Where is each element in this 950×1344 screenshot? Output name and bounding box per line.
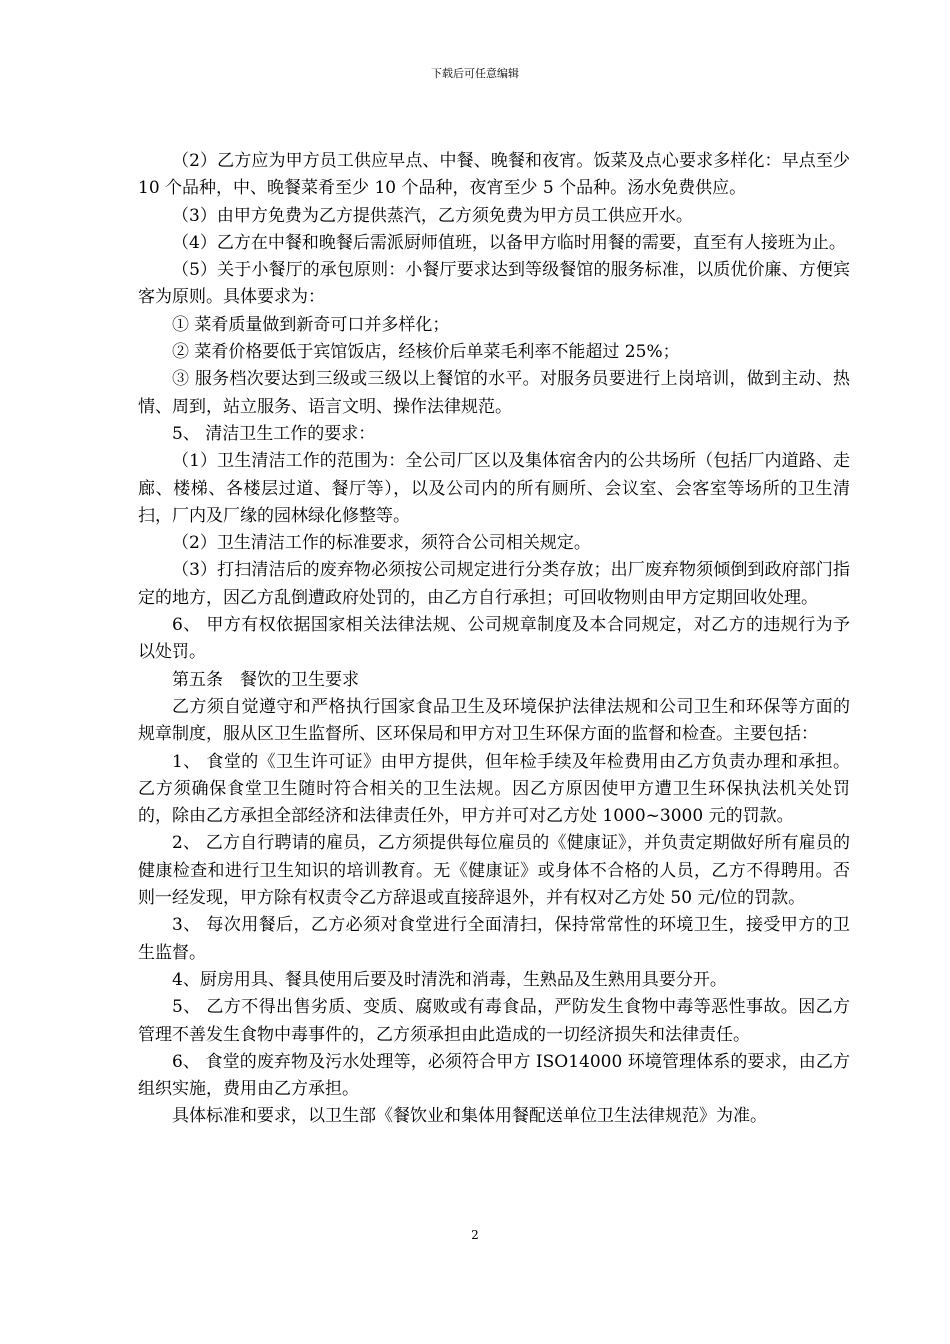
paragraph: 具体标准和要求，以卫生部《餐饮业和集体用餐配送单位卫生法律规范》为准。 — [172, 1106, 767, 1127]
paragraph: （1）卫生清洁工作的范围为：全公司厂区以及集体宿舍内的公共场所（包括厂内道路、走廊、楼梯、各楼层过道、餐厅等），以及公司内的所有厕所、会议室、会客室等场所的卫生清扫，厂内及厂缘的园林绿化修整等。 — [138, 451, 850, 526]
paragraph: 2、 乙方自行聘请的雇员，乙方须提供每位雇员的《健康证》，并负责定期做好所有雇员的健康检查和进行卫生知识的培训教育。无《健康证》或身体不合格的人员，乙方不得聘用。否则一经发现，甲方除有权责令乙方辞退或直接辞退外，并有权对乙方处 50 元/位的罚款。 — [138, 833, 850, 909]
paragraph: 6、 甲方有权依据国家相关法律法规、公司规章制度及本合同规定，对乙方的违规行为予以处罚。 — [138, 615, 850, 663]
paragraph: 5、 乙方不得出售劣质、变质、腐败或有毒食品，严防发生食物中毒等恶性事故。因乙方管理不善发生食物中毒事件的，乙方须承担由此造成的一切经济损失和法律责任。 — [138, 997, 850, 1045]
paragraph: 3、 每次用餐后，乙方必须对食堂进行全面清扫，保持常常性的环境卫生，接受甲方的卫生监督。 — [138, 915, 850, 963]
list-item: ③ 服务档次要达到三级或三级以上餐馆的水平。对服务员要进行上岗培训，做到主动、热情、周到，站立服务、语言文明、操作法律规范。 — [138, 369, 850, 417]
paragraph: （4）乙方在中餐和晚餐后需派厨师值班，以备甲方临时用餐的需要，直至有人接班为止。 — [172, 232, 846, 253]
paragraph: （2）卫生清洁工作的标准要求，须符合公司相关规定。 — [172, 533, 591, 554]
section-heading: 5、 清洁卫生工作的要求： — [172, 423, 376, 444]
list-item: ① 菜肴质量做到新奇可口并多样化； — [172, 314, 450, 335]
paragraph: 6、 食堂的废弃物及污水处理等，必须符合甲方 ISO14000 环境管理体系的要求，由乙方组织实施，费用由乙方承担。 — [138, 1051, 850, 1100]
page-header: 下载后可任意编辑 — [431, 67, 519, 80]
paragraph: （5）关于小餐厅的承包原则：小餐厅要求达到等级餐馆的服务标准，以质优价廉、方便宾客为原则。具体要求为： — [138, 260, 850, 308]
page-number: 2 — [471, 1228, 479, 1242]
document-body — [138, 148, 850, 1131]
paragraph: （3）打扫清洁后的废弃物必须按公司规定进行分类存放；出厂废弃物须倾倒到政府部门指定的地方，因乙方乱倒遭政府处罚的，由乙方自行承担；可回收物则由甲方定期回收处理。 — [138, 560, 850, 608]
list-item: ② 菜肴价格要低于宾馆饭店，经核价后单菜毛利率不能超过 25%； — [172, 342, 680, 363]
paragraph: 1、 食堂的《卫生许可证》由甲方提供，但年检手续及年检费用由乙方负责办理和承担。乙方须确保食堂卫生随时符合相关的卫生法规。因乙方原因使甲方遭卫生环保执法机关处罚的，除由乙方承担全部经济和法律责任外，甲方并可对乙方处 1000~3000 元的罚款。 — [138, 751, 850, 827]
paragraph: 4、厨房用具、餐具使用后要及时清洗和消毒，生熟品及生熟用具要分开。 — [172, 969, 727, 990]
paragraph: （2）乙方应为甲方员工供应早点、中餐、晚餐和夜宵。饭菜及点心要求多样化：早点至少 10 个品种，中、晚餐菜肴至少 10 个品种，夜宵至少 5 个品种。汤水免费供应。 — [138, 151, 850, 199]
paragraph: 乙方须自觉遵守和严格执行国家食品卫生及环境保护法律法规和公司卫生和环保等方面的规章制度，服从区卫生监督所、区环保局和甲方对卫生环保方面的监督和检查。主要包括： — [138, 696, 850, 745]
paragraph: （3）由甲方免费为乙方提供蒸汽，乙方须免费为甲方员工供应开水。 — [172, 205, 693, 226]
article-heading: 第五条 餐饮的卫生要求 — [172, 669, 359, 690]
